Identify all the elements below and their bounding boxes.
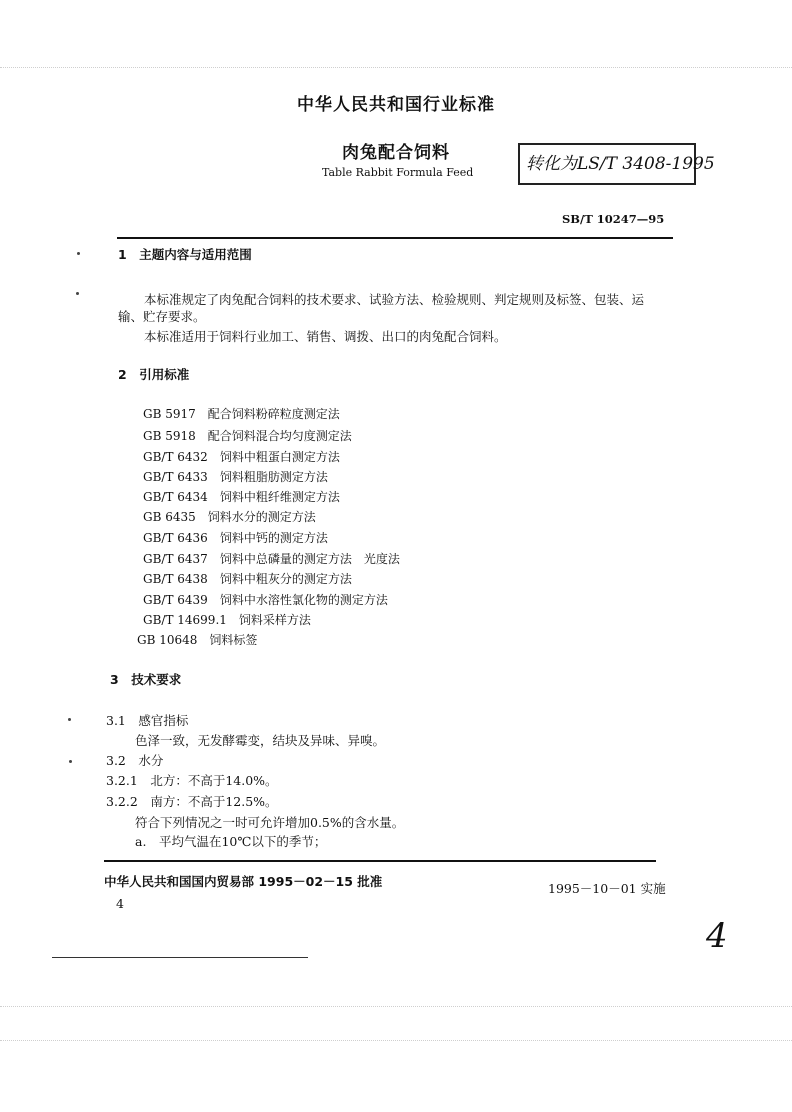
clause-3-2-2: 3.2.2 南方：不高于12.5%。: [106, 794, 278, 809]
ref-item: GB/T 6436 饲料中钙的测定方法: [143, 531, 328, 545]
section-1-para-2: 本标准适用于饲料行业加工、销售、调拨、出口的肉兔配合饲料。: [144, 329, 507, 344]
approval-line: 中华人民共和国国内贸易部 1995－02－15 批准: [104, 874, 383, 889]
standard-number: SB/T 10247—95: [562, 212, 665, 226]
section-1-para-1a: 本标准规定了肉兔配合饲料的技术要求、试验方法、检验规则、判定规则及标签、包装、运: [144, 292, 645, 307]
ref-item: GB/T 6434 饲料中粗纤维测定方法: [143, 490, 340, 504]
document-title-en: Table Rabbit Formula Feed: [322, 166, 474, 179]
clause-3-2-condition: 符合下列情况之一时可允许增加0.5%的含水量。: [135, 815, 405, 830]
clause-3-1: 3.1 感官指标: [106, 713, 189, 728]
clause-3-2: 3.2 水分: [106, 753, 164, 768]
section-1-para-1b: 输、贮存要求。: [118, 309, 206, 324]
implementation-date: 1995－10－01 实施: [548, 881, 666, 896]
ref-item: GB 6435 饲料水分的测定方法: [143, 510, 316, 524]
handwritten-page-number: 4: [706, 916, 728, 956]
section-2-heading: 2 引用标准: [118, 367, 190, 382]
clause-3-2-item-a: a. 平均气温在10℃以下的季节；: [135, 834, 327, 849]
ref-item: GB/T 6433 饲料粗脂肪测定方法: [143, 470, 328, 484]
footer-rule: [104, 860, 656, 862]
ref-item: GB 5918 配合饲料混合均匀度测定法: [143, 429, 352, 443]
ref-item: GB 5917 配合饲料粉碎粒度测定法: [143, 407, 340, 421]
ref-item: GB 10648 饲料标签: [137, 633, 258, 647]
standard-category-title: 中华人民共和国行业标准: [297, 95, 495, 115]
scan-speck: [77, 252, 80, 255]
page-number: 4: [116, 896, 124, 911]
section-1-heading: 1 主题内容与适用范围: [118, 247, 252, 262]
conversion-stamp: 转化为LS/T 3408-1995: [518, 143, 696, 185]
clause-3-2-1: 3.2.1 北方：不高于14.0%。: [106, 773, 278, 788]
scan-speck: [68, 718, 71, 721]
ref-item: GB/T 6437 饲料中总磷量的测定方法 光度法: [143, 552, 400, 566]
ref-item: GB/T 6439 饲料中水溶性氯化物的测定方法: [143, 593, 388, 607]
document-title-cn: 肉兔配合饲料: [342, 143, 450, 163]
bottom-scan-line: [52, 957, 308, 958]
ref-item: GB/T 14699.1 饲料采样方法: [143, 613, 311, 627]
scan-speck: [76, 292, 79, 295]
ref-item: GB/T 6438 饲料中粗灰分的测定方法: [143, 572, 352, 586]
header-rule: [117, 237, 673, 239]
section-3-heading: 3 技术要求: [110, 672, 182, 687]
scan-speck: [69, 760, 72, 763]
clause-3-1-text: 色泽一致，无发酵霉变，结块及异味、异嗅。: [135, 733, 386, 748]
ref-item: GB/T 6432 饲料中粗蛋白测定方法: [143, 450, 340, 464]
